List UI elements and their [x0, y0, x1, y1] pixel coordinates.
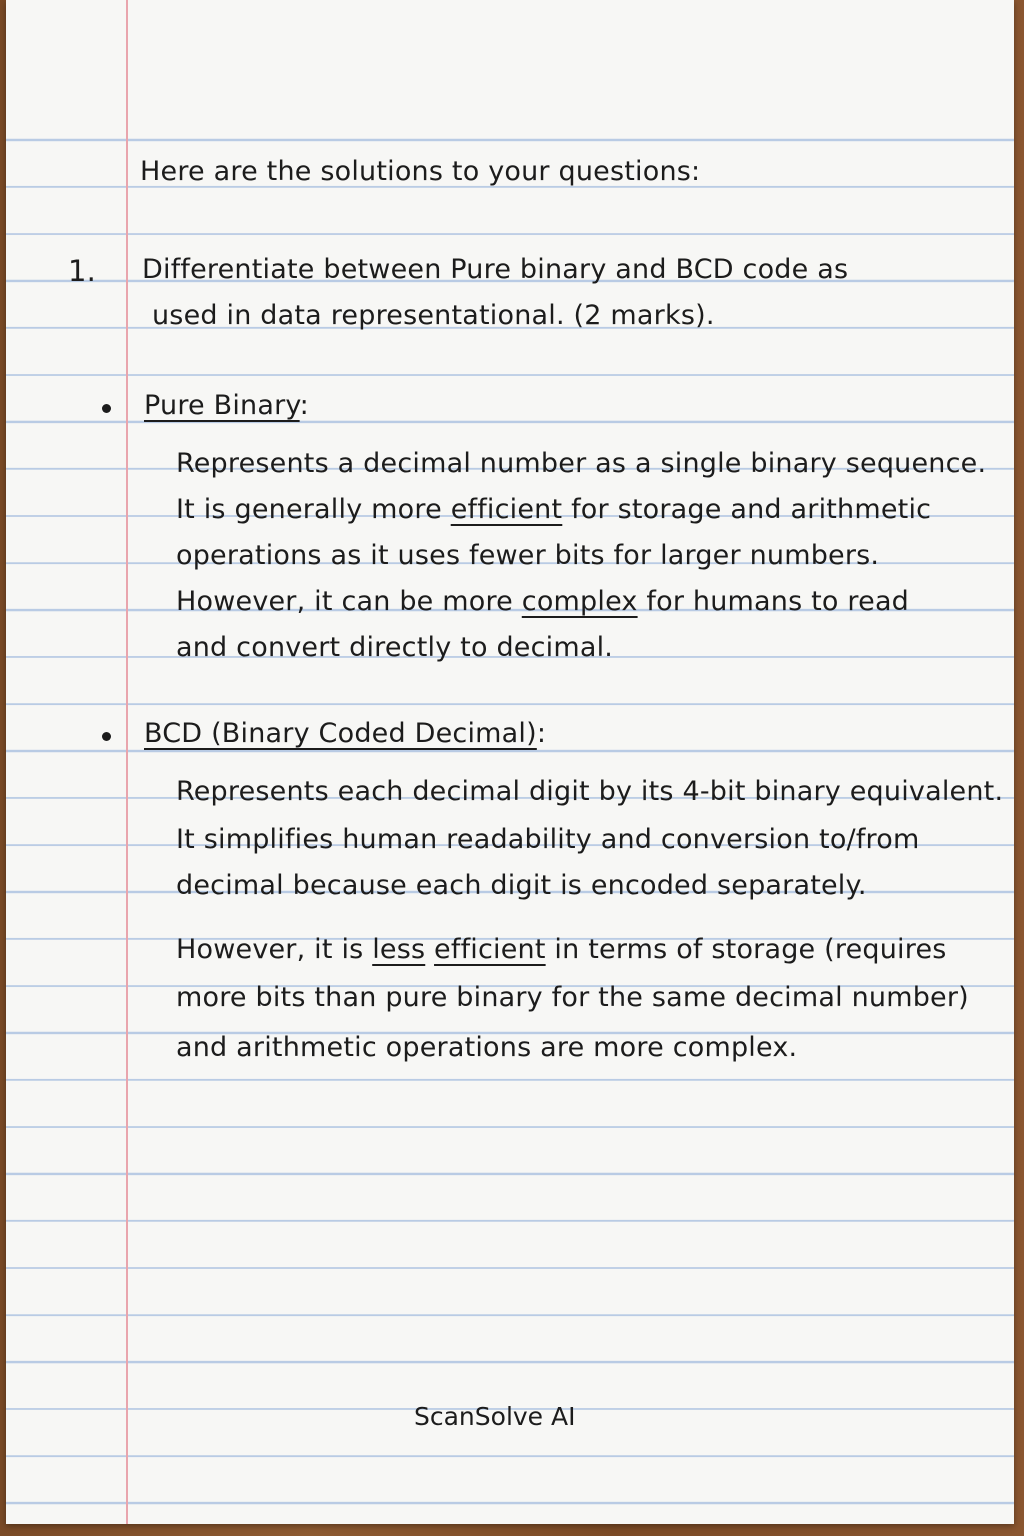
pure-binary-heading	[144, 390, 309, 421]
pure-binary-line-5: and convert directly to decimal.	[176, 632, 614, 663]
bcd-line-6: and arithmetic operations are more complex.	[176, 1032, 798, 1063]
pure-binary-heading-text: Pure Binary	[144, 390, 300, 421]
intro-text: Here are the solutions to your questions:	[140, 156, 701, 187]
bcd-heading	[144, 718, 546, 749]
question-line-2: used in data representational. (2 marks).	[152, 300, 715, 331]
pure-binary-line-1: Represents a decimal number as a single binary sequence.	[176, 448, 987, 479]
complex-underlined-word: complex	[521, 586, 638, 617]
efficient-underlined-word-2: efficient	[434, 934, 546, 965]
bcd-line-4-start: However, it is	[176, 934, 373, 965]
pure-binary-line-2-start: It is generally more	[176, 494, 451, 525]
pure-binary-line-4-start: However, it can be more	[176, 586, 522, 617]
bcd-line-4-space	[425, 934, 434, 965]
pure-binary-heading-colon: :	[299, 390, 309, 421]
notebook-page	[6, 0, 1014, 1524]
pure-binary-line-2	[176, 494, 931, 525]
red-margin-line	[126, 0, 128, 1524]
efficient-underlined-word: efficient	[450, 494, 563, 525]
bcd-line-4	[176, 934, 947, 965]
less-underlined-word: less	[372, 934, 426, 965]
question-line-1: Differentiate between Pure binary and BCD code as	[142, 254, 849, 285]
bullet-pure-binary	[102, 404, 111, 413]
footer-brand: ScanSolve AI	[414, 1402, 576, 1431]
bcd-line-5: more bits than pure binary for the same decimal number)	[176, 982, 969, 1013]
pure-binary-line-4	[176, 586, 909, 617]
bcd-heading-text: BCD (Binary Coded Decimal)	[144, 718, 537, 749]
bcd-line-3: decimal because each digit is encoded separately.	[176, 870, 867, 901]
bcd-line-4-end: in terms of storage (requires	[545, 934, 947, 965]
pure-binary-line-4-end: for humans to read	[637, 586, 910, 617]
page-header-margin	[6, 0, 1014, 96]
bcd-line-1: Represents each decimal digit by its 4-bit binary equivalent.	[176, 776, 1004, 807]
question-number: 1.	[68, 254, 97, 288]
pure-binary-line-2-end: for storage and arithmetic	[562, 494, 932, 525]
bullet-bcd	[102, 732, 111, 741]
bcd-line-2: It simplifies human readability and conversion to/from	[176, 824, 920, 855]
pure-binary-line-3: operations as it uses fewer bits for larger numbers.	[176, 540, 880, 571]
bcd-heading-colon: :	[536, 718, 547, 749]
